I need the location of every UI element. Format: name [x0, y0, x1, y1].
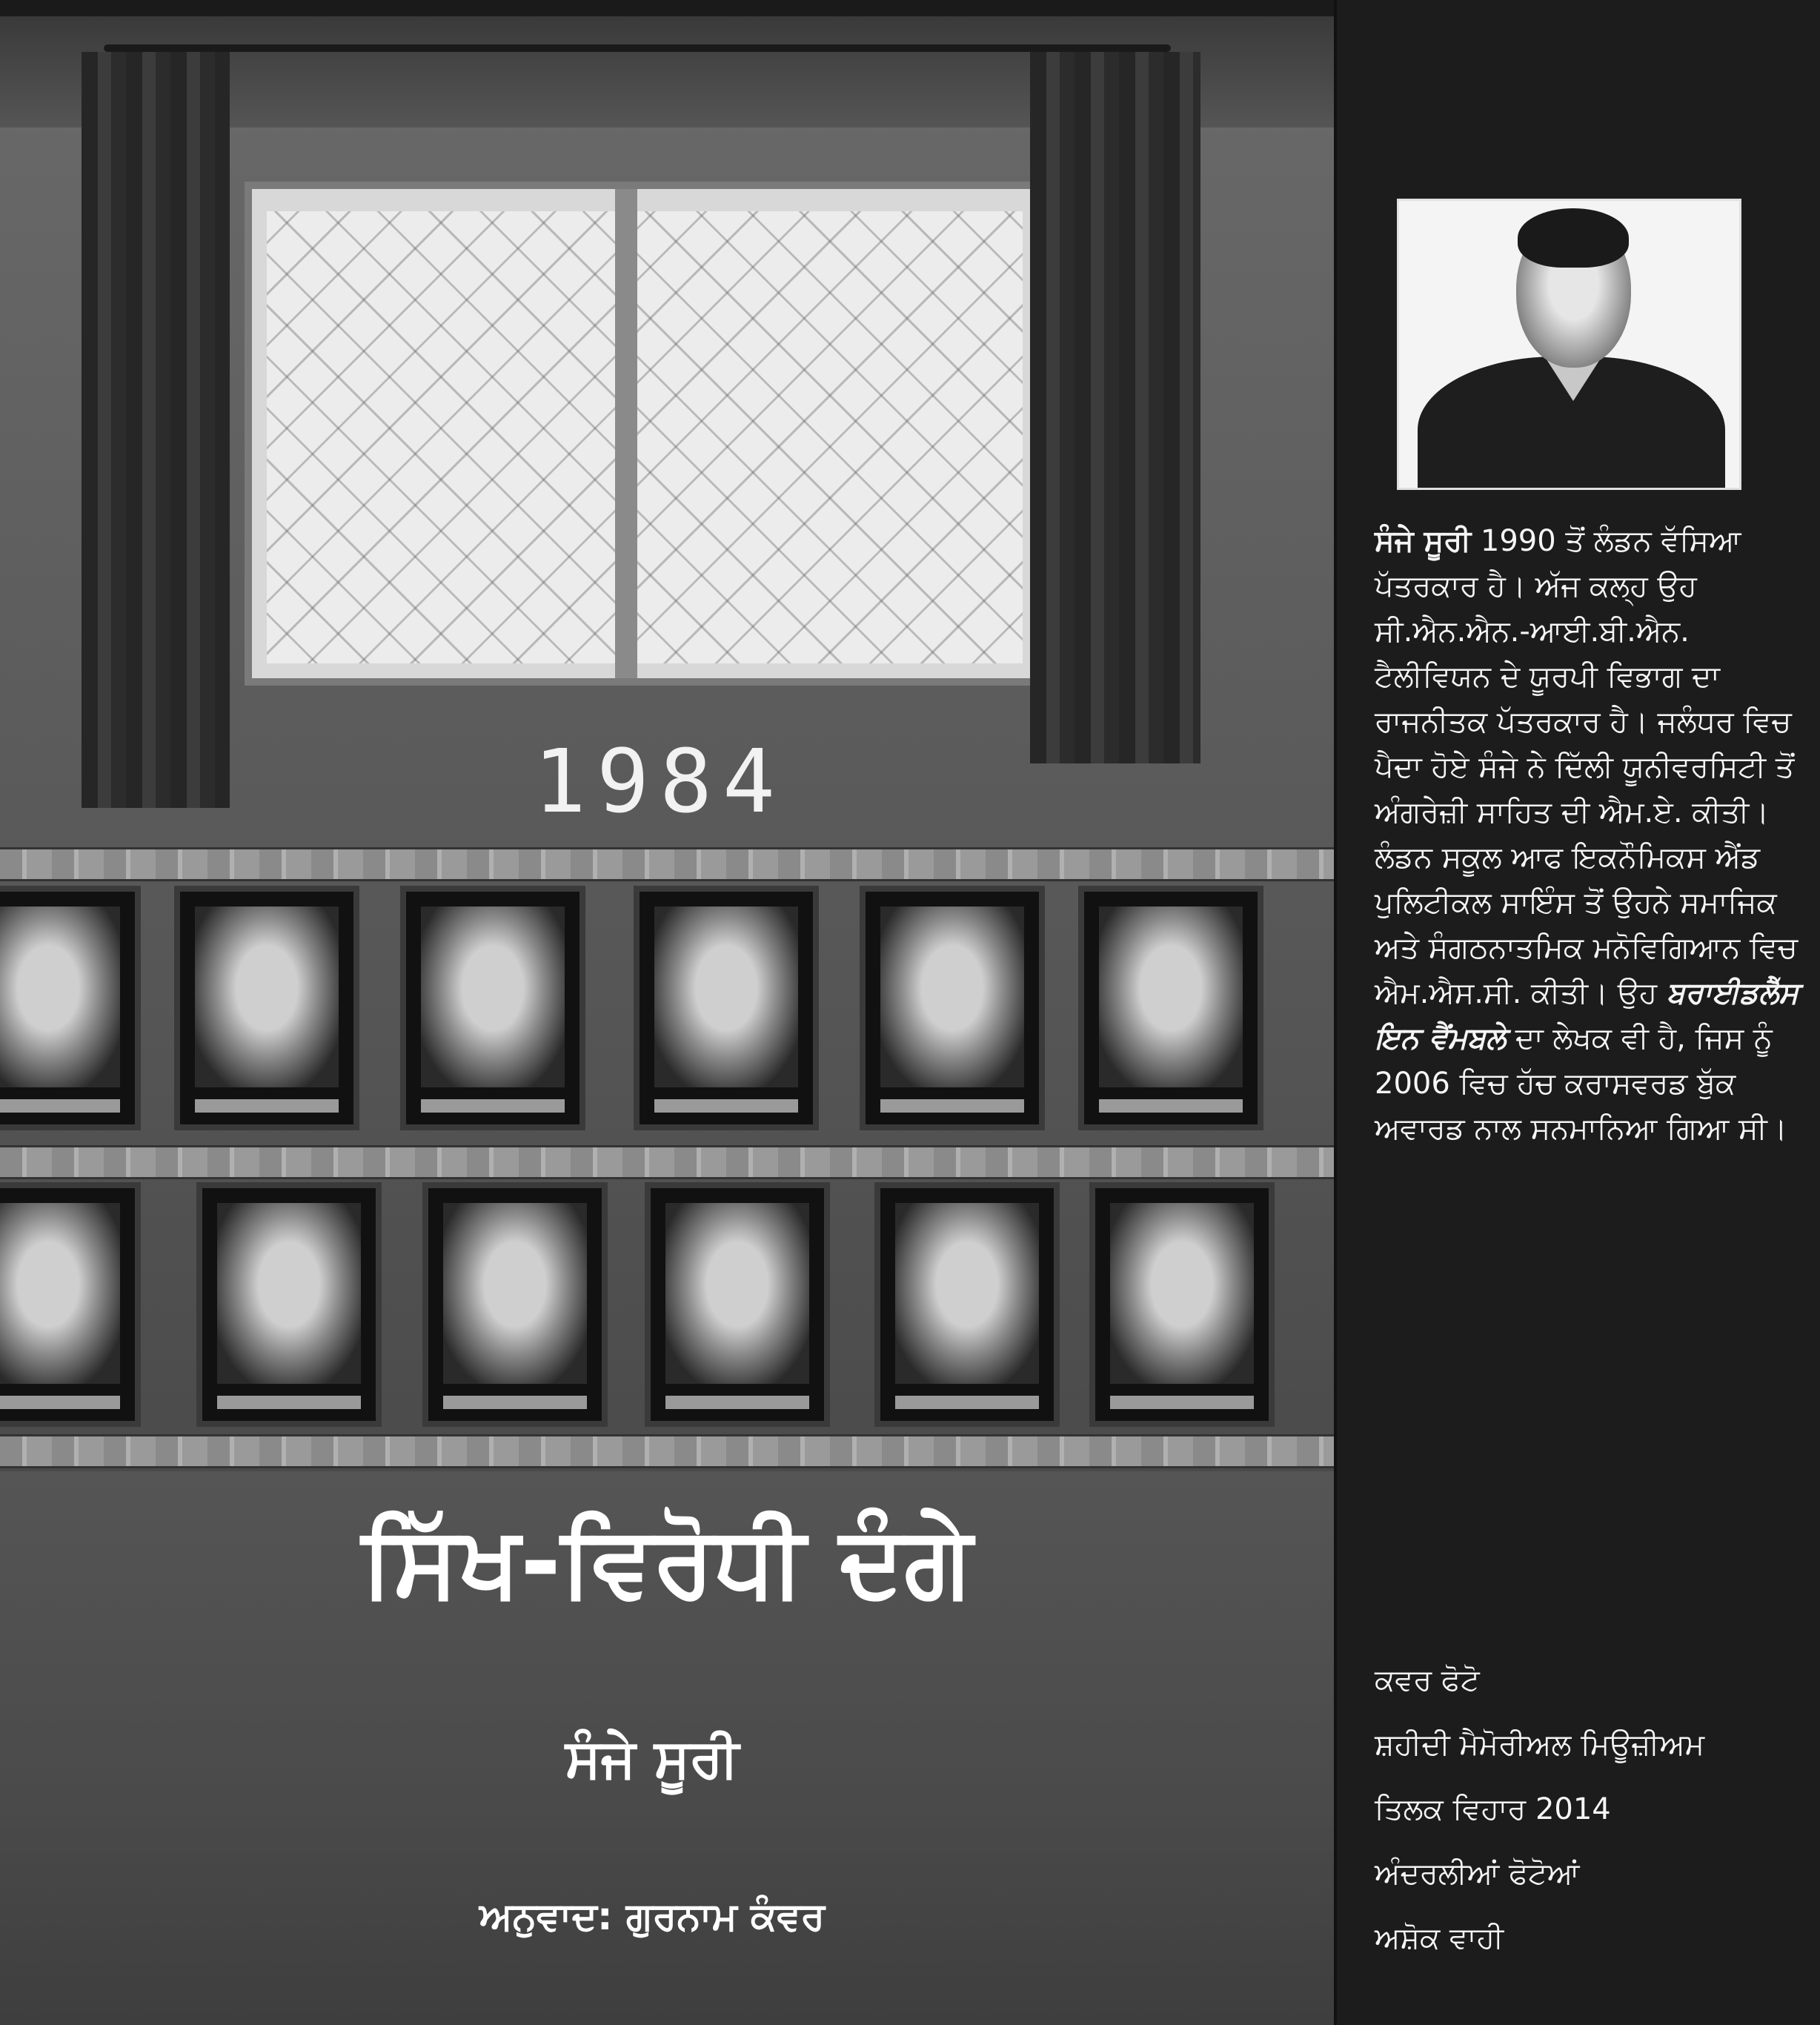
credit-line: ਅਸ਼ੋਕ ਵਾਹੀ — [1375, 1921, 1504, 1955]
curtain-right — [1030, 52, 1200, 763]
window — [245, 182, 1037, 686]
book-title: ਸਿੱਖ-ਵਿਰੋਧੀ ਦੰਗੇ — [362, 1505, 972, 1619]
decorative-border-top — [0, 847, 1334, 881]
credit-line: ਅੰਦਰਲੀਆਂ ਫੋਟੋਆਂ — [1375, 1857, 1580, 1891]
translator-credit: ਅਨੁਵਾਦ: ਗੁਰਨਾਮ ਕੰਵਰ — [479, 1895, 826, 1939]
bio-paragraph — [1375, 519, 1812, 1152]
memorial-portrait — [400, 886, 585, 1130]
author-name: ਸੰਜੇ ਸੂਰੀ — [565, 1727, 740, 1789]
memorial-portrait — [196, 1182, 382, 1427]
memorial-portrait — [874, 1182, 1060, 1427]
year-label: 1984 — [533, 730, 786, 832]
decorative-border-middle — [0, 1145, 1334, 1179]
author-photo — [1397, 199, 1741, 490]
memorial-portrait — [174, 886, 359, 1130]
bio-author-name: ਸੰਜੇ ਸੂਰੀ — [1375, 524, 1472, 558]
top-band — [0, 0, 1334, 16]
bio-text-part2: ਦਾ ਲੇਖਕ ਵੀ ਹੈ, ਜਿਸ ਨੂੰ 2006 ਵਿਚ ਹੱਚ ਕਰਾਸਵਰਡ ਬੁੱਕ ਅਵਾਰਡ ਨਾਲ ਸਨਮਾਨਿਆ ਗਿਆ ਸੀ। — [1375, 1021, 1787, 1146]
memorial-portrait — [860, 886, 1045, 1130]
credit-line: ਕਵਰ ਫੋਟੋ — [1375, 1663, 1480, 1697]
curtain-left — [82, 52, 230, 808]
memorial-portrait — [1078, 886, 1263, 1130]
memorial-portrait — [1089, 1182, 1275, 1427]
memorial-portrait — [0, 886, 141, 1130]
window-pane-right — [637, 211, 1023, 663]
credit-line: ਤਿਲਕ ਵਿਹਾਰ 2014 — [1375, 1792, 1611, 1826]
window-mullion — [615, 189, 637, 678]
bio-text-part1: 1990 ਤੋਂ ਲੰਡਨ ਵੱਸਿਆ ਪੱਤਰਕਾਰ ਹੈ। ਅੱਜ ਕਲ੍ਹ ਉਹ ਸੀ.ਐਨ.ਐਨ.-ਆਈ.ਬੀ.ਐਨ. ਟੈਲੀਵਿਯਨ ਦੇ ਯੂਰਪੀ ਵਿਭਾਗ ਦਾ ਰਾਜਨੀਤਕ ਪੱਤਰਕਾਰ ਹੈ। ਜਲੰਧਰ ਵਿਚ ਪੈਦਾ ਹੋਏ ਸੰਜੇ ਨੇ ਦਿੱਲੀ ਯੂਨੀਵਰਸਿਟੀ ਤੋਂ ਅੰਗਰੇਜ਼ੀ ਸਾਹਿਤ ਦੀ ਐਮ.ਏ. ਕੀਤੀ। ਲੰਡਨ ਸਕੂਲ ਆਫ ਇਕਨੌਮਿਕਸ ਐਂਡ ਪੁਲਿਟੀਕਲ ਸਾਇੰਸ ਤੋਂ ਉਹਨੇ ਸਮਾਜਿਕ ਅਤੇ ਸੰਗਠਨਾਤਮਿਕ ਮਨੋਵਿਗਿਆਨ ਵਿਚ ਐਮ.ਐਸ.ਸੀ. ਕੀਤੀ। ਉਹ — [1375, 524, 1798, 1010]
memorial-portrait — [634, 886, 819, 1130]
window-pane-left — [267, 211, 615, 663]
author-bio — [1375, 519, 1812, 1152]
memorial-portrait — [422, 1182, 608, 1427]
memorial-portrait — [0, 1182, 141, 1427]
memorial-portrait — [645, 1182, 830, 1427]
spine-divider — [1334, 0, 1337, 2025]
photo-credits — [1375, 1648, 1790, 1971]
curtain-rod — [104, 44, 1171, 52]
credit-line: ਸ਼ਹੀਦੀ ਮੈਮੋਰੀਅਲ ਮਿਊਜ਼ੀਅਮ — [1375, 1728, 1705, 1762]
decorative-border-bottom — [0, 1434, 1334, 1468]
bio-book-title: ਬਰਾਈਡਲੈੱਸ ਇਨ ਵੈਂਮਬਲੇ — [1375, 976, 1799, 1055]
